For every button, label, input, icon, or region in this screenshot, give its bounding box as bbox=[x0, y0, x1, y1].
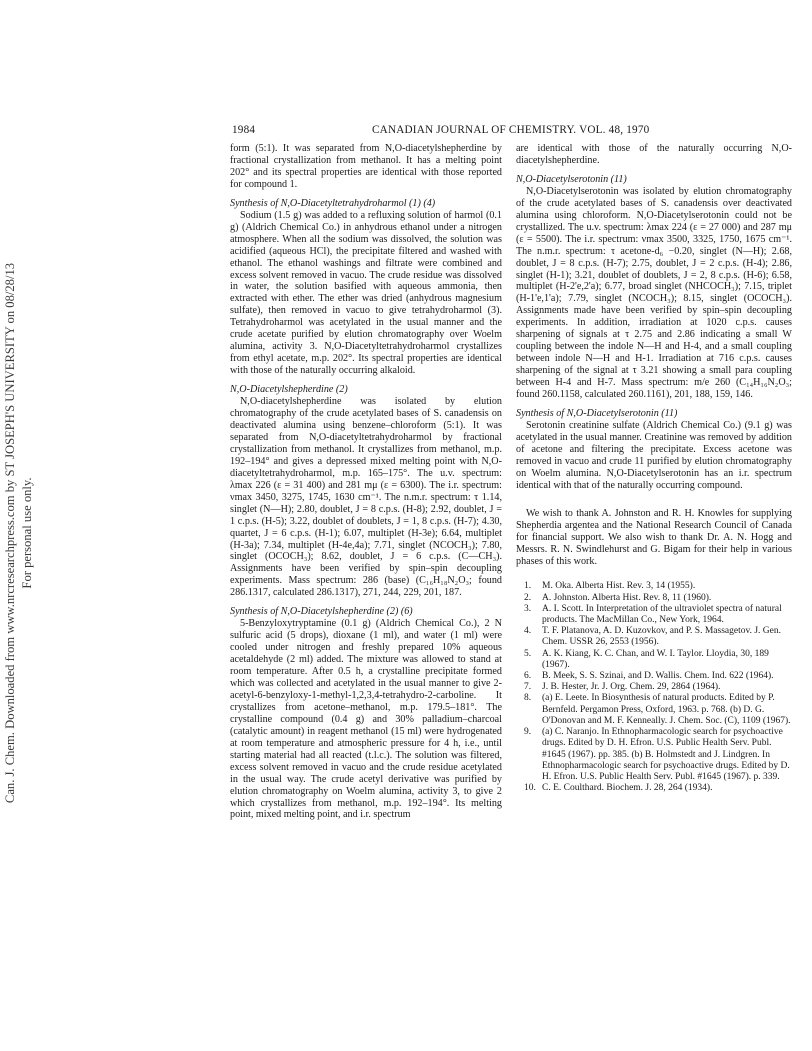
acknowledgements: We wish to thank A. Johnston and R. H. Knowles for supplying Shepherdia argentea and the National Research Council of Canada for financial support. We also wish to thank Dr. A. N. Hogg and Messrs. R. N. Swindlehurst and G. Bigam for their help in various phases of this work. bbox=[516, 507, 792, 567]
section-heading: Synthesis of N,O-Diacetylshepherdine (2) (6) bbox=[230, 606, 413, 618]
download-watermark bbox=[2, 183, 38, 883]
reference-item: 4. T. F. Platanova, A. D. Kuzovkov, and P. S. Massagetov. J. Gen. Chem. USSR 26, 2553 (1956). bbox=[524, 626, 782, 648]
reference-item: 8. (a) E. Leete. In Biosynthesis of natural products. Edited by P. Bernfeld. Pergamon Press, Oxford, 1963. p. 768. (b) D. G. O'Donovan and M. F. Kenneally. J. Chem. Soc. (C), 1109 (1967). bbox=[524, 693, 791, 726]
reference-item: 5. A. K. Kiang, K. C. Chan, and W. I. Taylor. Lloydia, 30, 189 (1967). bbox=[524, 648, 769, 670]
left-column bbox=[230, 143, 502, 821]
running-header bbox=[232, 124, 792, 140]
reference-item: 10. C. E. Coulthard. Biochem. J. 28, 264 (1934). bbox=[524, 783, 713, 794]
journal-title: CANADIAN JOURNAL OF CHEMISTRY. VOL. 48, 1970 bbox=[372, 124, 650, 136]
page-number: 1984 bbox=[232, 124, 256, 136]
paragraph: 5-Benzyloxytryptamine (0.1 g) (Aldrich Chemical Co.), 2 N sulfuric acid (5 drops), dioxane (1 ml), and water (1 ml) were cooled under nitrogen and freshly prepared 10% aqueous acetaldehyde (2 ml) added. The mixture was allowed to stand at room temperature. After 0.5 h, a crystalline precipitate formed which was collected and acetylated in the usual manner to give 2-acetyl-6-benzyloxy-1-methyl-1,2,3,4-tetrahydro-2-carboline. It crystallizes from acetone–methanol, m.p. 179.5–181°. The crystalline compound (0.4 g) and 30% palladium–charcoal (catalytic amount) in reagent methanol (15 ml) were hydrogenated at room temperature and atmospheric pressure for 4 h, i.e., until starting material had all reacted (t.l.c.). The solution was filtered, excess solvent removed in vacuo and the crude residue acetylated in the usual way. The crude acetyl derivative was purified by elution chromatography on Woelm alumina, activity 3, to give 2 which crystallizes from methanol, m.p. 192–194°. Its melting point, mixed melting point, and i.r. spectrum bbox=[230, 618, 502, 821]
reference-item: 6. B. Meek, S. S. Szinai, and D. Wallis. Chem. Ind. 622 (1964). bbox=[524, 671, 774, 682]
reference-item: 3. A. I. Scott. In Interpretation of the ultraviolet spectra of natural products. The MacMillan Co., New York, 1964. bbox=[524, 603, 782, 626]
paragraph: Serotonin creatinine sulfate (Aldrich Chemical Co.) (9.1 g) was acetylated in the usual manner. Creatinine was removed by addition of acetone and filtering the precipitate. Excess acetone was removed in vacuo and crude 11 purified by elution chromatography on Woelm alumina. N,O-Diacetylserotonin has an i.r. spectrum identical with that of the naturally occurring compound. bbox=[516, 419, 792, 491]
section-heading: N,O-Diacetylshepherdine (2) bbox=[230, 384, 348, 396]
right-column bbox=[516, 143, 792, 794]
reference-list bbox=[516, 581, 792, 794]
paragraph: N,O-diacetylshepherdine was isolated by elution chromatography of the crude acetylated bases of S. canadensis on deactivated alumina using benzene–chloroform (5:1). It was separated from N,O-diacetyltetrahydroharmol by fractional crystallization from methanol. It crystallizes from methanol, m.p. 192–194° and gives a depressed mixed melting point with N,O-diacetyltetrahydroharmol, m.p. 165–175°. The u.v. spectrum: λmax 226 (ε = 31 400) and 281 mμ (ε = 6300). The i.r. spectrum: νmax 3450, 3275, 1745, 1630 cm⁻¹. The n.m.r. spectrum: τ 1.14, singlet (N—H); 2.80, doublet, J = 8 c.p.s. (H-8); 2.92, doublet, J = 1 c.p.s. (H-5); 3.22, doublet of doublets, J = 1, 8 c.p.s. (H-7); 4.30, quartet, J = 6 c.p.s. (H-1); 6.07, multiplet (H-3e); 6.64, multiplet (H-3a); 7.34, multiplet (H-4e,4a); 7.71, singlet (NCOCH₃); 7.80, singlet (OCOCH₃); 8.62, doublet, J = 6 c.p.s. (C—CH₃). Assignments have been verified by spin–spin decoupling experiments. Mass spectrum: 286 (base) (C₁₆H₁₈N₂O₃; found 286.1317, calculated 286.1317), 271, 244, 229, 201, 187. bbox=[230, 396, 502, 599]
paragraph: form (5:1). It was separated from N,O-diacetylshepherdine by fractional crystallization from methanol. It has a melting point 202° and its spectral properties are identical with those reported for compound 1. bbox=[230, 143, 502, 190]
reference-item: 9. (a) C. Naranjo. In Ethnopharmacologic search for psychoactive drugs. Edited by D. H. Efron. U.S. Public Health Serv. Publ. #1645 (1967). pp. 385. (b) B. Holmstedt and J. Lindgren. In Ethnopharmacologic search for psychoactive drugs. Edited by D. H. Efron. U.S. Public Health Serv. Publ. #1645 (1967). p. 339. bbox=[524, 727, 790, 782]
reference-item: 2. A. Johnston. Alberta Hist. Rev. 8, 11 (1960). bbox=[524, 592, 712, 603]
watermark-line-1: Can. J. Chem. Downloaded from www.nrcresearchpress.com by ST JOSEPH'S UNIVERSITY on 08/28/13 bbox=[3, 262, 17, 804]
section-heading: Synthesis of N,O-Diacetyltetrahydroharmol (1) (4) bbox=[230, 197, 436, 209]
reference-item: 1. M. Oka. Alberta Hist. Rev. 3, 14 (1955). bbox=[524, 581, 696, 592]
paragraph: N,O-Diacetylserotonin was isolated by elution chromatography of the crude acetylated bases of S. canadensis over deactivated alumina using chloroform. N,O-Diacetylserotonin could not be crystallized. The u.v. spectrum: λmax 224 (ε = 27 000) and 287 mμ (ε = 5500). The i.r. spectrum: νmax 3500, 3325, 1750, 1675 cm⁻¹. The n.m.r. spectrum: τ acetone-d₆ −0.20, singlet (N—H); 2.68, doublet, J = 8 c.p.s. (H-7); 2.75, doublet, J = 2 c.p.s. (H-4); 2.86, singlet (H-1); 3.21, doublet of doublets, J = 2, 8 c.p.s. (H-6); 6.58, multiplet (H-2'e,2'a); 6.77, broad singlet (NHCOCH₃); 7.15, triplet (H-1'e,1'a); 7.79, singlet (NCOCH₃); 8.15, singlet (OCOCH₃). Assignments made have been verified by spin–spin decoupling experiments. In addition, irradiation at 1020 c.p.s. causes sharpening of signals at τ 2.75 and 2.86 indicating a small W coupling between the indole N—H and H-4, and a small coupling between indole N—H and H-1. Irradiation at 716 c.p.s. causes sharpening of the signal at τ 3.21 showing a small para coupling between H-4 and H-7. Mass spectrum: m/e 260 (C₁₄H₁₆N₂O₃; found 260.1158, calculated 260.1161), 201, 188, 159, 146. bbox=[516, 185, 792, 401]
section-heading: Synthesis of N,O-Diacetylserotonin (11) bbox=[516, 408, 678, 420]
paragraph: Sodium (1.5 g) was added to a refluxing solution of harmol (0.1 g) (Aldrich Chemical Co.) in anhydrous ethanol under a nitrogen atmosphere. When all the sodium was dissolved, the solution was acidified (aqueous HCl), the precipitate filtered and washed with ethanol. The ethanol washings and filtrate were combined and excess solvent removed in vacuo. The crude residue was dissolved in water, the solution basified with aqueous ammonia, then extracted with ether. The ether was dried (anhydrous magnesium sulfate), then removed in vacuo to give tetrahydroharmol (3). Tetrahydroharmol was acetylated in the usual manner and the crude acetate purified by elution chromatography over Woelm alumina, activity 3. N,O-Diacetyltetrahydroharmol crystallizes from ethyl acetate, m.p. 202°. Its spectral properties are identical with those of the naturally occurring alkaloid. bbox=[230, 209, 502, 377]
watermark-line-2: For personal use only. bbox=[20, 477, 34, 589]
reference-item: 7. J. B. Hester, Jr. J. Org. Chem. 29, 2864 (1964). bbox=[524, 682, 721, 693]
section-heading: N,O-Diacetylserotonin (11) bbox=[516, 173, 627, 185]
paragraph: are identical with those of the naturally occurring N,O-diacetylshepherdine. bbox=[516, 143, 792, 166]
